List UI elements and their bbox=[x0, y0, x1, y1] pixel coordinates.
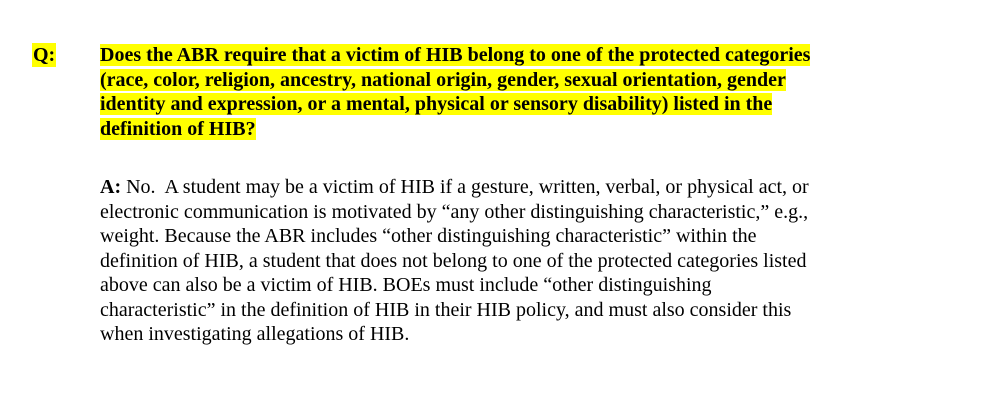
question-line bbox=[100, 117, 930, 142]
question-text bbox=[100, 43, 930, 141]
answer-line: when investigating allegations of HIB. bbox=[100, 323, 410, 345]
question-label: Q: bbox=[33, 44, 56, 66]
answer-line bbox=[100, 175, 930, 200]
question-line bbox=[100, 43, 930, 68]
question-line bbox=[100, 92, 930, 117]
answer-line: characteristic” in the definition of HIB in their HIB policy, and must also consider this bbox=[100, 298, 792, 321]
question-line-text: (race, color, religion, ancestry, national origin, gender, sexual orientation, gender bbox=[100, 68, 786, 91]
question-line-text: identity and expression, or a mental, physical or sensory disability) listed in the bbox=[100, 93, 773, 115]
question-line-text: Does the ABR require that a victim of HIB belong to one of the protected categories bbox=[100, 44, 811, 66]
question-line bbox=[100, 68, 930, 93]
answer-line-text: No. A student may be a victim of HIB if a gesture, written, verbal, or physical act, or bbox=[121, 176, 809, 198]
answer-text bbox=[100, 175, 930, 347]
answer-line: above can also be a victim of HIB. BOEs must include “other distinguishing bbox=[100, 274, 712, 296]
answer-line: weight. Because the ABR includes “other distinguishing characteristic” within the bbox=[100, 225, 757, 247]
answer-label: A: bbox=[100, 176, 122, 198]
answer-line: electronic communication is motivated by “any other distinguishing characteristic,” e.g., bbox=[100, 200, 809, 223]
answer-line: definition of HIB, a student that does not belong to one of the protected categories listed bbox=[100, 249, 807, 272]
question-line-text: definition of HIB? bbox=[100, 117, 256, 140]
